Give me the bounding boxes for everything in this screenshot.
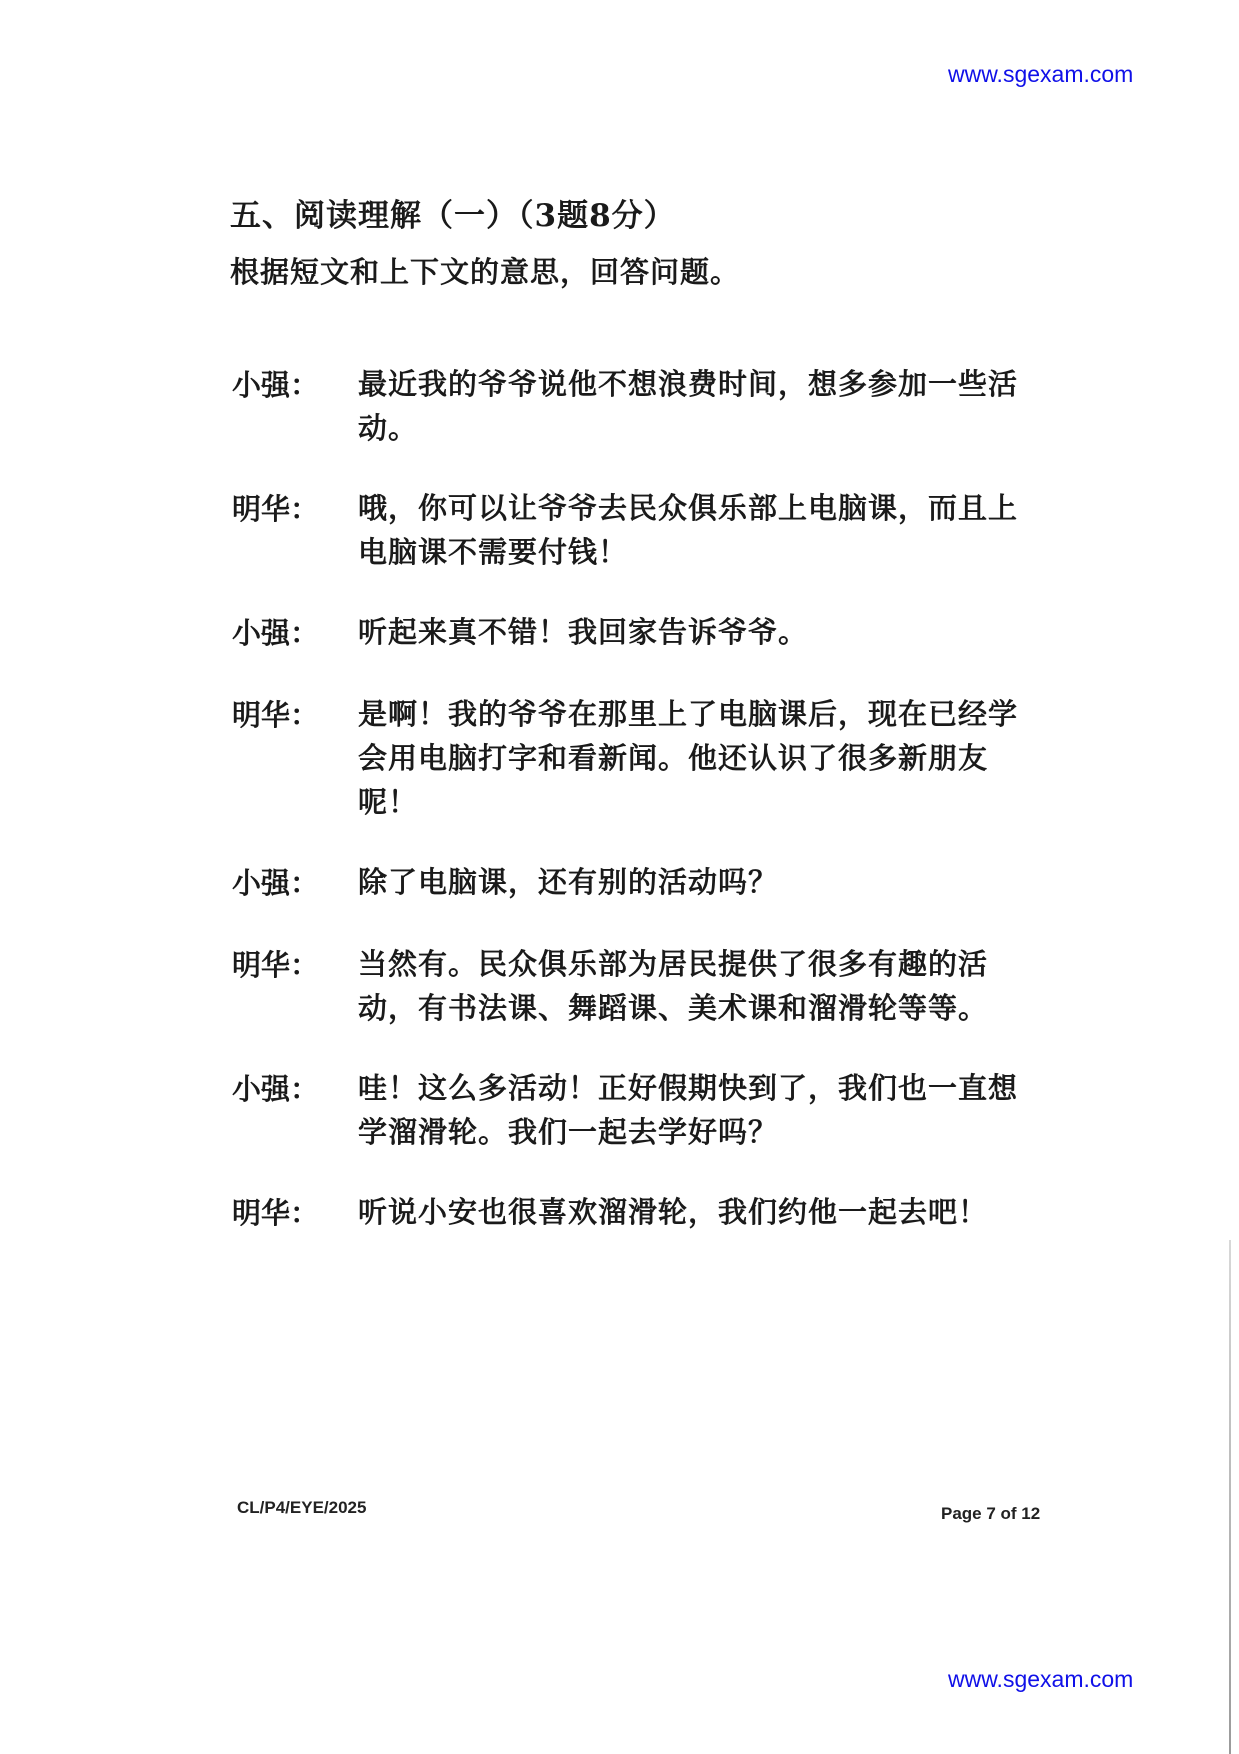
speaker: 明华： — [232, 948, 320, 982]
speech: 最近我的爷爷说他不想浪费时间，想多参加一些活动。 — [358, 367, 1019, 445]
site-link-bottom[interactable]: www.sgexam.com — [948, 1666, 1134, 1692]
speech: 当然有。民众俱乐部为居民提供了很多有趣的活动，有书法课、舞蹈课、美术课和溜滑轮等等。 — [358, 947, 989, 1025]
speech: 听起来真不错！我回家告诉爷爷。 — [358, 615, 809, 649]
speaker: 小强： — [232, 1072, 320, 1106]
speech: 哇！这么多活动！正好假期快到了，我们也一直想学溜滑轮。我们一起去学好吗？ — [358, 1071, 1019, 1149]
paper-code: CL/P4/EYE/2025 — [237, 1498, 367, 1517]
speaker: 明华： — [232, 492, 320, 526]
section-title: 五、阅读理解（一）（3题8分） — [230, 198, 676, 234]
dialogue-line — [232, 362, 1042, 450]
speaker: 明华： — [232, 1196, 320, 1230]
speech: 听说小安也很喜欢溜滑轮，我们约他一起去吧！ — [358, 1195, 989, 1229]
speaker: 小强： — [232, 866, 320, 900]
dialogue-line — [232, 610, 1042, 656]
speech: 除了电脑课，还有别的活动吗？ — [358, 865, 779, 899]
speaker: 小强： — [232, 616, 320, 650]
dialogue-line — [232, 1190, 1042, 1236]
speech: 哦，你可以让爷爷去民众俱乐部上电脑课，而且上电脑课不需要付钱！ — [358, 491, 1019, 569]
dialogue-line — [232, 486, 1042, 574]
site-link-top[interactable]: www.sgexam.com — [948, 61, 1134, 87]
instruction: 根据短文和上下文的意思，回答问题。 — [230, 255, 741, 289]
speaker: 明华： — [232, 698, 320, 732]
dialogue-line — [232, 692, 1042, 824]
speaker: 小强： — [232, 368, 320, 402]
dialogue-line — [232, 860, 1042, 906]
speech: 是啊！我的爷爷在那里上了电脑课后，现在已经学会用电脑打字和看新闻。他还认识了很多新朋友呢！ — [358, 697, 1019, 819]
dialogue-line — [232, 1066, 1042, 1154]
dialogue — [232, 362, 1042, 1272]
dialogue-line — [232, 942, 1042, 1030]
scan-edge-divider — [1229, 1240, 1231, 1754]
page-number: Page 7 of 12 — [941, 1504, 1041, 1523]
